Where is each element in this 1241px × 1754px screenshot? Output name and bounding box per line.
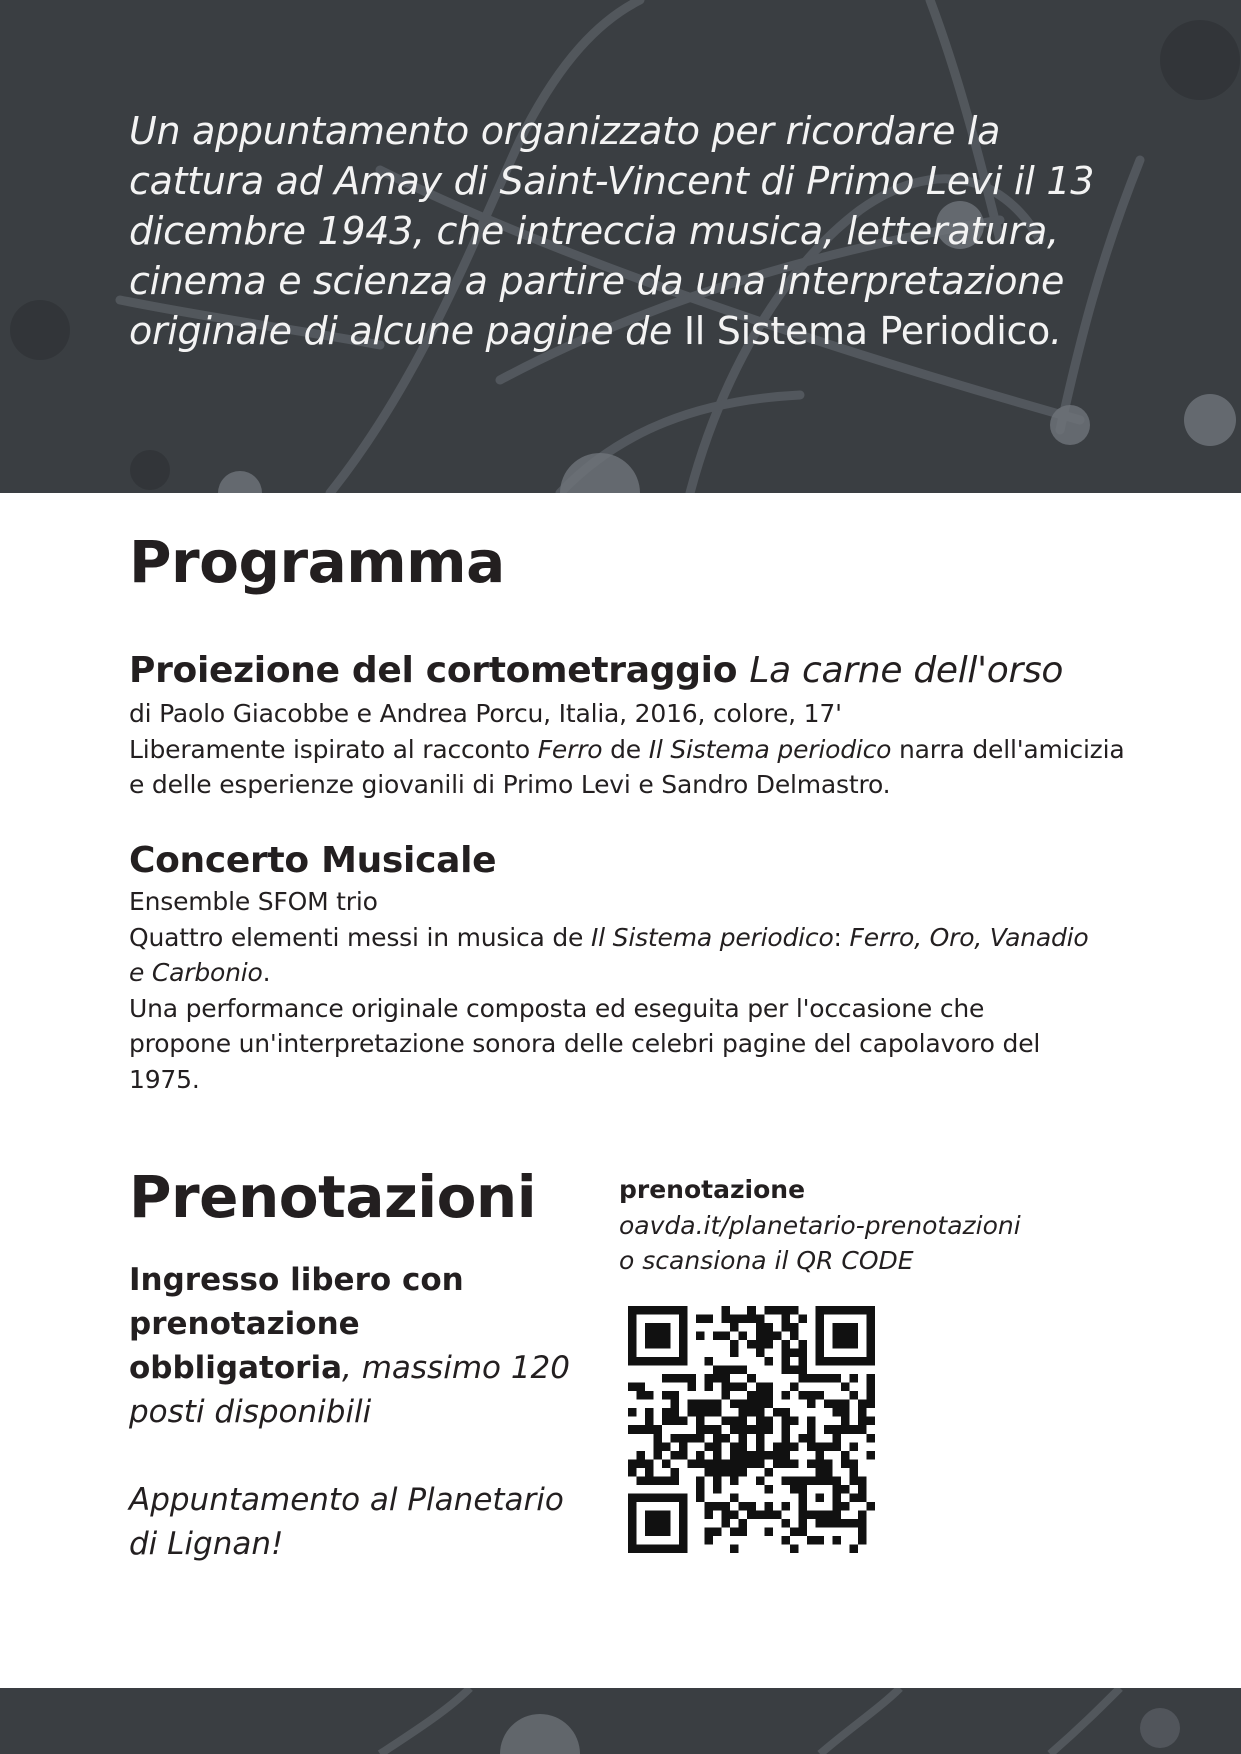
concert-book-title: Il Sistema periodico	[591, 922, 834, 952]
hero-intro-italic: Un appuntamento organizzato per ricordare la cattura ad Amay di Saint-Vincent di Primo Levi il 13 dicembre 1943, che intreccia musica, letteratura, cinema e scienza a partire da una interpretazione originale di alcune pagine de	[129, 109, 1095, 353]
concert-desc-part: Quattro elementi messi in musica de	[129, 922, 591, 952]
appointment-text: Appuntamento al Planetario di Lignan!	[129, 1482, 564, 1562]
entry-conditions	[129, 1258, 579, 1434]
concert-description	[129, 884, 1089, 1097]
film-credits: di Paolo Giacobbe e Andrea Porcu, Italia, 2016, colore, 17'	[129, 699, 842, 728]
reservation-link[interactable]: oavda.it/planetario-prenotazioni	[619, 1210, 1021, 1240]
hero-intro-text	[129, 106, 1139, 356]
concert-desc-part: .	[262, 958, 271, 987]
film-description	[129, 696, 1129, 803]
film-synopsis-part: narra dell'amicizia e delle esperienze giovanili di Primo Levi e Sandro Delmastro.	[129, 734, 1125, 799]
entry-bold-text: Ingresso libero con prenotazione obbligatoria	[129, 1262, 464, 1386]
film-synopsis	[129, 732, 1129, 803]
film-title-bold: Proiezione del cortometraggio	[129, 650, 738, 691]
prenotazioni-heading: Prenotazioni	[129, 1163, 537, 1231]
hero-end-punct: .	[1050, 309, 1062, 353]
footer-banner	[0, 1688, 1241, 1754]
concert-title: Concerto Musicale	[129, 840, 497, 881]
film-title	[129, 650, 1063, 692]
atom-background-strip	[0, 1688, 1241, 1754]
concert-ensemble: Ensemble SFOM trio	[129, 887, 378, 916]
booking-info	[129, 1258, 579, 1566]
qr-code-icon[interactable]	[628, 1306, 875, 1553]
concert-performance: Una performance originale composta ed eseguita per l'occasione che propone un'interpretazione sonora delle celebri pagine del capolavoro del 1975.	[129, 993, 1041, 1094]
film-synopsis-part: Liberamente ispirato al racconto	[129, 734, 538, 764]
hero-banner	[0, 0, 1241, 493]
film-synopsis-part: de	[602, 734, 649, 764]
hero-book-title: Il Sistema Periodico	[683, 309, 1050, 353]
concert-desc-part: :	[833, 922, 850, 952]
reservation-scan-hint: o scansiona il QR CODE	[619, 1246, 914, 1275]
reservation-label: prenotazione	[619, 1175, 806, 1204]
film-book-title: Il Sistema periodico	[648, 734, 892, 764]
film-title-italic: La carne dell'orso	[749, 650, 1064, 691]
entry-italic-text: , massimo 120 posti disponibili	[129, 1350, 571, 1430]
reservation-block	[619, 1172, 1179, 1279]
programma-heading: Programma	[129, 528, 505, 596]
concert-elements	[129, 920, 1089, 991]
film-story-title: Ferro	[537, 734, 603, 764]
concert-element-names: Ferro, Oro, Vanadio e Carbonio	[129, 922, 1089, 987]
